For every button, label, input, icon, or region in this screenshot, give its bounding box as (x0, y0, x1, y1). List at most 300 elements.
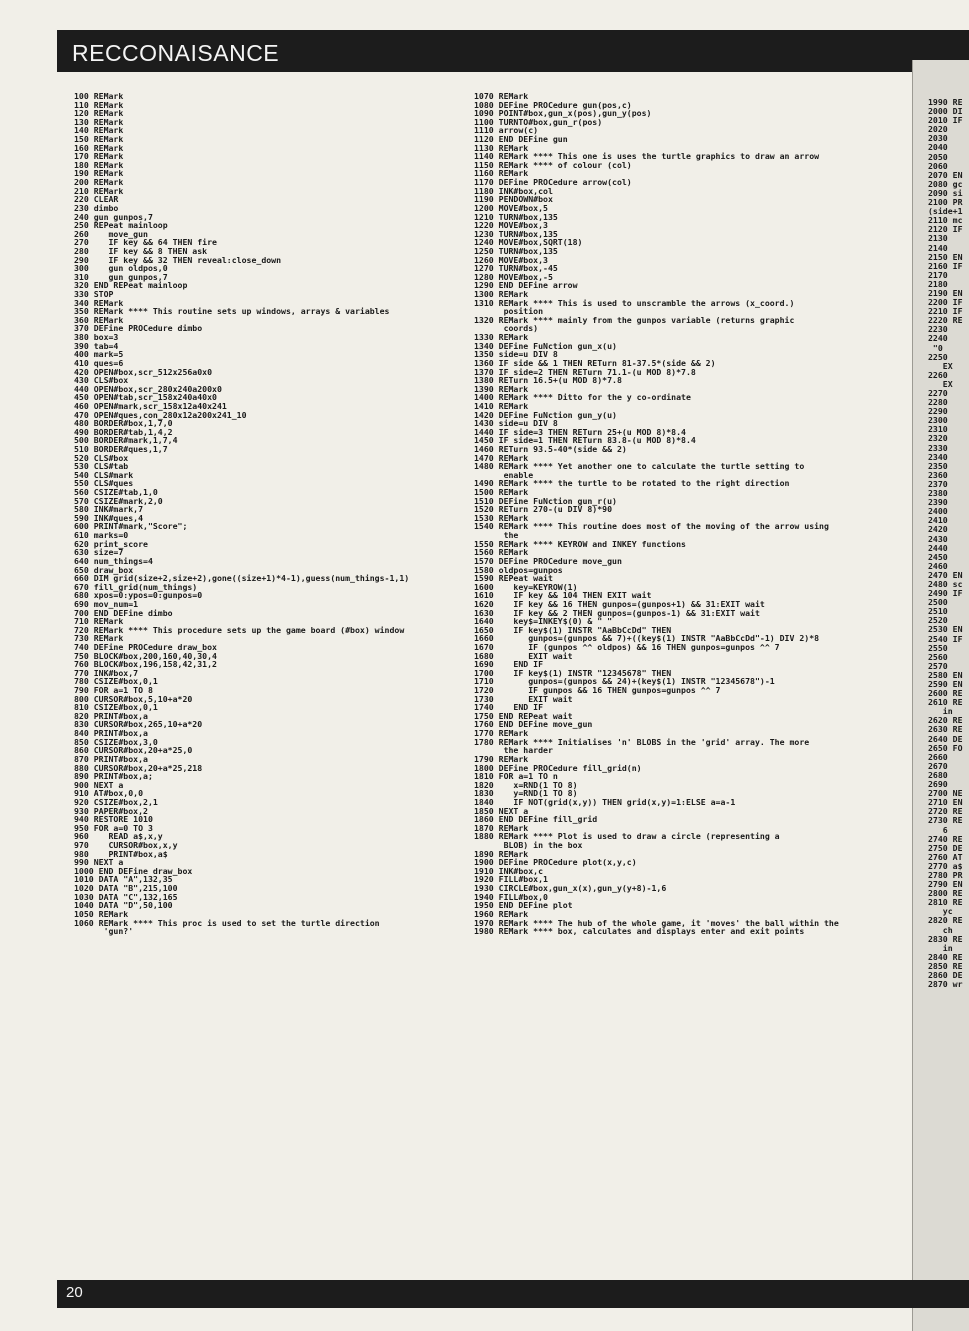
code-line: 1640 key$=INKEY$(0) & " " (474, 616, 613, 627)
code-line: 2180 (928, 278, 948, 289)
code-line: 130 REMark (74, 116, 124, 127)
code-line: 2410 (928, 515, 948, 526)
code-line: 250 REPeat mainloop (74, 220, 168, 231)
code-line: 2440 (928, 542, 948, 553)
code-line: 2770 a$ (928, 860, 963, 871)
code-line: 240 gun gunpos,7 (74, 211, 153, 222)
code-line: 2540 IF (928, 633, 963, 644)
code-line: 1860 END DEFine fill_grid (474, 814, 598, 825)
code-line: 2250 (928, 351, 948, 362)
code-line: 1400 REMark **** Ditto for the y co-ordinate (474, 392, 691, 403)
code-line: 1780 REMark **** Initialises 'n' BLOBS in the 'grid' array. The more (474, 736, 810, 747)
code-line: 1650 IF key$(1) INSTR "AaBbCcDd" THEN (474, 624, 672, 635)
code-line: 2280 (928, 397, 948, 408)
code-line: 1620 IF key && 16 THEN gunpos=(gunpos+1) && 31:EXIT wait (474, 598, 765, 609)
code-line: 1900 DEFine PROCedure plot(x,y,c) (474, 857, 637, 868)
code-line: 560 CSIZE#tab,1,0 (74, 487, 158, 498)
code-line: 2000 DI (928, 106, 963, 117)
code-line: 900 NEXT a (74, 779, 124, 790)
code-line: 2870 wr (928, 979, 963, 990)
code-line: 2490 IF (928, 588, 963, 599)
code-line: 2090 si (928, 187, 963, 198)
code-line: 2400 (928, 506, 948, 517)
code-line: 810 CSIZE#box,0,1 (74, 702, 158, 713)
code-line: 1930 CIRCLE#box,gun_x(x),gun_y(y+8)-1,6 (474, 883, 667, 894)
code-line: 2420 (928, 524, 948, 535)
code-line: 1990 RE (928, 98, 963, 107)
code-line: 1790 REMark (474, 753, 529, 764)
page-number: 20 (66, 1284, 83, 1301)
code-line: 360 REMark (74, 314, 124, 325)
code-line: 670 fill_grid(num_things) (74, 581, 198, 592)
code-line: 1870 REMark (474, 822, 529, 833)
code-line: 2800 RE (928, 888, 963, 899)
code-line: 1170 DEFine PROCedure arrow(col) (474, 177, 632, 188)
code-line: 1570 DEFine PROCedure move_gun (474, 555, 622, 566)
code-line: 380 box=3 (74, 332, 119, 343)
code-line: 2570 (928, 660, 948, 671)
code-line: in (928, 942, 953, 953)
code-line: 730 REMark (74, 633, 124, 644)
code-line: 1360 IF side && 1 THEN RETurn 81-37.5*(side && 2) (474, 357, 716, 368)
code-line: 1850 NEXT a (474, 805, 529, 816)
code-line: 880 CURSOR#box,20+a*25,218 (74, 762, 203, 773)
code-line: 2720 RE (928, 806, 963, 817)
code-line: 2630 RE (928, 724, 963, 735)
code-line: 770 INK#box,7 (74, 667, 139, 678)
code-line: 980 PRINT#box,a$ (74, 848, 168, 859)
code-line: 690 mov_num=1 (74, 598, 139, 609)
code-line: 2040 (928, 142, 948, 153)
code-line: 1370 IF side=2 THEN RETurn 71.1-(u MOD 8)*7.8 (474, 366, 696, 377)
code-line: 930 PAPER#box,2 (74, 805, 148, 816)
code-line: 470 OPEN#ques,con_280x12a200x241_10 (74, 409, 247, 420)
code-line: 1330 REMark (474, 332, 529, 343)
code-line: 2730 RE (928, 815, 963, 826)
code-line: 160 REMark (74, 142, 124, 153)
code-line: 1580 oldpos=gunpos (474, 564, 563, 575)
code-line: 1670 IF (gunpos ^^ oldpos) && 16 THEN gunpos=gunpos ^^ 7 (474, 642, 780, 652)
code-line: 1630 IF key && 2 THEN gunpos=(gunpos-1) && 31:EXIT wait (474, 607, 760, 618)
code-line: 1110 arrow(c) (474, 125, 539, 136)
code-line: 1340 DEFine FuNction gun_x(u) (474, 340, 617, 351)
code-line: 2210 IF (928, 306, 963, 317)
code-line: 1000 END DEFine draw_box (74, 865, 193, 876)
code-line: 1120 END DEFine gun (474, 134, 568, 145)
code-line: 1350 side=u DIV 8 (474, 349, 558, 360)
code-line: 2050 (928, 151, 948, 162)
code-line: 1060 REMark **** This proc is used to set the turtle direction (74, 917, 380, 928)
code-line: 2290 (928, 406, 948, 417)
code-line: 720 REMark **** This procedure sets up the game board (#box) window (74, 624, 405, 635)
code-line: 220 CLEAR (74, 194, 119, 205)
listing-column-facing-page (928, 98, 969, 989)
code-line: 1550 REMark **** KEYROW and INKEY functions (474, 538, 686, 549)
code-line: 2610 RE (928, 697, 963, 708)
code-line: 1480 REMark **** Yet another one to calculate the turtle setting to (474, 461, 805, 472)
code-line: 1190 PENDOWN#box (474, 194, 553, 205)
code-line: 190 REMark (74, 168, 124, 179)
code-line: 290 IF key && 32 THEN reveal:close_down (74, 254, 282, 265)
code-line: (side+1 (928, 206, 963, 217)
code-line: 2320 (928, 433, 948, 444)
code-line: 520 CLS#box (74, 452, 129, 463)
code-line: 2450 (928, 551, 948, 562)
code-line: 1970 REMark **** The hub of the whole game, it 'moves' the ball within the (474, 917, 839, 928)
code-line: 570 CSIZE#mark,2,0 (74, 495, 163, 506)
code-line: 750 BLOCK#box,200,160,40,30,4 (74, 650, 217, 661)
code-line: 150 REMark (74, 134, 124, 145)
code-line: 2820 RE (928, 915, 963, 926)
code-line: 1220 MOVE#box,3 (474, 220, 548, 231)
code-line: 210 REMark (74, 185, 124, 196)
code-line: 330 STOP (74, 289, 114, 300)
code-line: 950 FOR a=0 TO 3 (74, 822, 153, 833)
code-line: 280 IF key && 8 THEN ask (74, 245, 208, 256)
code-line: 1450 IF side=1 THEN RETurn 83.8-(u MOD 8)*8.4 (474, 435, 696, 446)
code-line: 120 REMark (74, 108, 124, 119)
code-line: 970 CURSOR#box,x,y (74, 840, 178, 851)
code-line: 530 CLS#tab (74, 461, 129, 472)
code-line: 580 INK#mark,7 (74, 504, 144, 515)
code-line: 2330 (928, 442, 948, 453)
code-line: 400 mark=5 (74, 349, 124, 360)
code-line: 990 NEXT a (74, 857, 124, 868)
code-line: 2520 (928, 615, 948, 626)
code-line: 230 dimbo (74, 202, 119, 213)
listing-column-right (474, 92, 914, 936)
code-line: 2230 (928, 324, 948, 335)
code-line: 1090 POINT#box,gun_x(pos),gun_y(pos) (474, 108, 652, 119)
code-line: 410 ques=6 (74, 357, 124, 368)
code-line: 2590 EN (928, 679, 963, 689)
code-line: 860 CURSOR#box,20+a*25,0 (74, 745, 193, 756)
code-line: 2510 (928, 606, 948, 617)
code-line: 1500 REMark (474, 487, 529, 498)
code-line: 2600 RE (928, 688, 963, 699)
code-line: 780 CSIZE#box,0,1 (74, 676, 158, 687)
code-line: 1390 REMark (474, 383, 529, 394)
code-line: 1750 END REPeat wait (474, 710, 573, 721)
code-line: 1260 MOVE#box,3 (474, 254, 548, 265)
code-line: 540 CLS#mark (74, 469, 134, 480)
code-line: 1600 key=KEYROW(1) (474, 581, 578, 592)
code-line: 200 REMark (74, 177, 124, 188)
code-line: 310 gun gunpos,7 (74, 271, 168, 282)
code-line: 550 CLS#ques (74, 478, 134, 489)
code-line: 1960 REMark (474, 908, 529, 919)
code-line: 2840 RE (928, 951, 963, 962)
code-line: 2150 EN (928, 251, 963, 262)
code-line: 2620 RE (928, 715, 963, 726)
code-line: 1840 IF NOT(grid(x,y)) THEN grid(x,y)=1:ELSE a=a-1 (474, 796, 736, 807)
code-line: 300 gun oldpos,0 (74, 263, 168, 274)
code-line: 1910 INK#box,c (474, 865, 544, 876)
code-line: 1460 RETurn 93.5-40*(side && 2) (474, 443, 627, 454)
code-line: 1660 gunpos=(gunpos && 7)+((key$(1) INSTR "AaBbCcDd"-1) DIV 2)*8 (474, 633, 820, 644)
code-line: in (928, 706, 953, 717)
code-line: 1820 x=RND(1 TO 8) (474, 779, 578, 790)
code-line: 1980 REMark **** box, calculates and displays enter and exit points (474, 926, 805, 936)
code-line: 1610 IF key && 104 THEN EXIT wait (474, 590, 652, 601)
code-line: 1800 DEFine PROCedure fill_grid(n) (474, 762, 642, 773)
code-line: 1310 REMark **** This is used to unscramble the arrows (x_coord.) (474, 297, 795, 308)
code-line: 1520 RETurn 270-(u DIV 8)*90 (474, 504, 613, 515)
code-line: 1290 END DEFine arrow (474, 280, 578, 291)
code-line: 2780 PR (928, 869, 963, 880)
code-line: 270 IF key && 64 THEN fire (74, 237, 217, 248)
code-line: 680 xpos=0:ypos=0:gunpos=0 (74, 590, 203, 601)
code-line: 2640 DE (928, 733, 963, 744)
code-line: 2220 RE (928, 315, 963, 326)
code-line: 6 (928, 824, 948, 835)
code-line: 390 tab=4 (74, 340, 119, 351)
code-line: 2110 mc (928, 215, 963, 226)
code-line: 1560 REMark (474, 547, 529, 558)
code-line: enable (474, 469, 534, 480)
code-line: 2470 EN (928, 569, 963, 580)
code-line: 1740 END IF (474, 702, 544, 713)
code-line: 2750 DE (928, 842, 963, 853)
code-line: 1730 EXIT wait (474, 693, 573, 704)
code-line: ch (928, 924, 953, 935)
code-line: 2300 (928, 415, 948, 426)
code-line: 2560 (928, 651, 948, 662)
code-line: 420 OPEN#box,scr_512x256a0x0 (74, 366, 213, 377)
code-line: 1540 REMark **** This routine does most of the moving of the arrow using (474, 521, 829, 532)
code-line: 1830 y=RND(1 TO 8) (474, 788, 578, 799)
code-line: 1940 FILL#box,0 (474, 891, 548, 902)
code-line: 1180 INK#box,col (474, 185, 553, 196)
code-line: 1130 REMark (474, 142, 529, 153)
code-line: 710 REMark (74, 616, 124, 627)
code-line: 2700 NE (928, 788, 963, 799)
code-line: 260 move_gun (74, 228, 148, 239)
code-line: 1890 REMark (474, 848, 529, 859)
code-line: 2190 EN (928, 287, 963, 298)
code-line: 1200 MOVE#box,5 (474, 202, 548, 213)
code-line: 910 AT#box,0,0 (74, 788, 144, 799)
code-line: EX (928, 360, 953, 371)
code-line: 620 print_score (74, 538, 148, 549)
code-line: coords) (474, 323, 539, 334)
code-line: 2790 EN (928, 879, 963, 890)
code-line: 2370 (928, 478, 948, 489)
code-line: 890 PRINT#box,a; (74, 771, 153, 782)
code-line: 2710 EN (928, 797, 963, 808)
code-line: 430 CLS#box (74, 375, 129, 386)
code-line: 1430 side=u DIV 8 (474, 418, 558, 429)
code-line: 1140 REMark **** This one is uses the turtle graphics to draw an arrow (474, 151, 820, 162)
code-line: 2100 PR (928, 197, 963, 208)
code-line: 800 CURSOR#box,5,10+a*20 (74, 693, 193, 704)
code-line: 350 REMark **** This routine sets up windows, arrays & variables (74, 306, 390, 317)
code-line: 2080 gc (928, 178, 963, 189)
footer-band (57, 1280, 969, 1308)
code-line: 2360 (928, 469, 948, 480)
code-line: 2030 (928, 133, 948, 144)
code-line: 2020 (928, 124, 948, 135)
code-line: 940 RESTORE 1010 (74, 814, 153, 825)
code-line: 2830 RE (928, 933, 963, 944)
code-line: 1760 END DEFine move_gun (474, 719, 593, 730)
code-line: 1490 REMark **** the turtle to be rotated to the right direction (474, 478, 790, 489)
code-line: 700 END DEFine dimbo (74, 607, 173, 618)
code-line: 600 PRINT#mark,"Score"; (74, 521, 188, 532)
code-line: 2390 (928, 497, 948, 508)
code-line: 2740 RE (928, 833, 963, 844)
code-line: 760 BLOCK#box,196,158,42,31,2 (74, 659, 217, 670)
code-line: 1530 REMark (474, 512, 529, 523)
code-line: 2650 FO (928, 742, 963, 753)
code-line: 1420 DEFine FuNction gun_y(u) (474, 409, 617, 420)
code-line: 740 DEFine PROCedure draw_box (74, 642, 217, 652)
code-line: 2130 (928, 233, 948, 244)
code-line: 1030 DATA "C",132,165 (74, 891, 178, 902)
code-line: 2550 (928, 642, 948, 653)
code-line: 2200 IF (928, 297, 963, 308)
code-line: 610 marks=0 (74, 530, 129, 541)
code-line: BLOB) in the box (474, 840, 583, 851)
code-line: 1510 DEFine FuNction gun_r(u) (474, 495, 617, 506)
page-title: RECCONAISANCE (72, 40, 280, 66)
code-line: 2270 (928, 388, 948, 398)
code-line: 1160 REMark (474, 168, 529, 179)
code-line: 1920 FILL#box,1 (474, 874, 548, 885)
code-line: yc (928, 906, 953, 917)
code-line: 850 CSIZE#box,3,0 (74, 736, 158, 747)
code-line: 1240 MOVE#box,SQRT(18) (474, 237, 583, 248)
code-line: 2660 (928, 751, 948, 762)
code-line: position (474, 306, 544, 317)
code-line: 1380 RETurn 16.5+(u MOD 8)*7.8 (474, 375, 622, 386)
code-line: 2850 RE (928, 960, 963, 971)
code-line: 1470 REMark (474, 452, 529, 463)
code-line: 2010 IF (928, 115, 963, 126)
code-line: 'gun?' (74, 926, 134, 936)
code-line: 960 READ a$,x,y (74, 831, 163, 842)
code-line: 2500 (928, 597, 948, 608)
listing-column-left (74, 92, 454, 936)
code-line: 340 REMark (74, 297, 124, 308)
code-line: 110 REMark (74, 99, 124, 110)
code-line: 2530 EN (928, 624, 963, 635)
code-line: 1320 REMark **** mainly from the gunpos variable (returns graphic (474, 314, 795, 325)
code-line: 2430 (928, 533, 948, 544)
code-line: 660 DIM grid(size+2,size+2),gone((size+1)*4-1),guess(num_things-1,1) (74, 573, 410, 584)
code-line: 2680 (928, 769, 948, 780)
code-line: 2690 (928, 779, 948, 790)
code-line: 920 CSIZE#box,2,1 (74, 796, 158, 807)
code-line: 2240 (928, 333, 948, 344)
code-line: 460 OPEN#mark,scr_158x12a40x241 (74, 400, 227, 411)
code-line: 1300 REMark (474, 289, 529, 300)
code-line: 1880 REMark **** Plot is used to draw a circle (representing a (474, 831, 780, 842)
code-line: 1210 TURN#box,135 (474, 211, 558, 222)
code-line: 2260 (928, 369, 948, 380)
code-line: 1810 FOR a=1 TO n (474, 771, 558, 782)
code-line: the harder (474, 745, 553, 756)
code-line: 1150 REMark **** of colour (col) (474, 159, 632, 170)
code-line: 2760 AT (928, 851, 963, 862)
code-line: 630 size=7 (74, 547, 124, 558)
code-line: 840 PRINT#box,a (74, 728, 148, 739)
code-line: EX (928, 378, 953, 389)
code-line: 2860 DE (928, 970, 963, 980)
code-line: 1270 TURN#box,-45 (474, 263, 558, 274)
code-line: 2670 (928, 760, 948, 771)
code-line: 2580 EN (928, 669, 963, 680)
code-line: 1770 REMark (474, 728, 529, 739)
code-line: 2120 IF (928, 224, 963, 235)
code-line: 510 BORDER#ques,1,7 (74, 443, 168, 454)
code-line: 1700 IF key$(1) INSTR "12345678" THEN (474, 667, 672, 678)
code-line: 1680 EXIT wait (474, 650, 573, 661)
code-line: 1690 END IF (474, 659, 544, 670)
code-line: 640 num_things=4 (74, 555, 153, 566)
code-line: 2060 (928, 160, 948, 171)
code-line: 500 BORDER#mark,1,7,4 (74, 435, 178, 446)
code-line: 1280 MOVE#box,-5 (474, 271, 553, 282)
code-line: 1050 REMark (74, 908, 129, 919)
code-line: 1100 TURNTO#box,gun_r(pos) (474, 116, 603, 127)
code-line: 2480 sc (928, 578, 963, 589)
code-line: 2460 (928, 560, 948, 571)
code-line: 1070 REMark (474, 92, 529, 101)
code-line: 1710 gunpos=(gunpos && 24)+(key$(1) INSTR "12345678")-1 (474, 676, 775, 687)
code-line: 1440 IF side=3 THEN RETurn 25+(u MOD 8)*8.4 (474, 426, 686, 437)
code-line: 590 INK#ques,4 (74, 512, 144, 523)
code-line: 440 OPEN#box,scr_280x240a200x0 (74, 383, 222, 394)
code-line: 1410 REMark (474, 400, 529, 411)
code-line: 1040 DATA "D",50,100 (74, 900, 173, 911)
code-line: 2350 (928, 460, 948, 471)
code-line: 2380 (928, 488, 948, 499)
code-line: 1590 REPeat wait (474, 573, 553, 584)
code-line: 2160 IF (928, 260, 963, 271)
code-line: 2170 (928, 269, 948, 280)
code-line: 1250 TURN#box,135 (474, 245, 558, 256)
code-line: 100 REMark (74, 92, 124, 101)
code-line: "0 (928, 342, 943, 353)
code-line: 2140 (928, 242, 948, 253)
code-line: 2340 (928, 451, 948, 462)
code-line: 820 PRINT#box,a (74, 710, 148, 721)
code-line: 480 BORDER#box,1,7,0 (74, 418, 173, 429)
code-line: 790 FOR a=1 TO 8 (74, 685, 153, 696)
code-line: 2810 RE (928, 897, 963, 908)
code-line: 490 BORDER#tab,1,4,2 (74, 426, 173, 437)
code-line: 1010 DATA "A",132,35 (74, 874, 173, 885)
code-line: 1720 IF gunpos && 16 THEN gunpos=gunpos ^^ 7 (474, 685, 721, 696)
code-line: 650 draw_box (74, 564, 134, 575)
code-line: 1950 END DEFine plot (474, 900, 573, 911)
code-line: 2310 (928, 424, 948, 435)
code-line: the (474, 530, 519, 541)
code-line: 1230 TURN#box,135 (474, 228, 558, 239)
code-line: 1020 DATA "B",215,100 (74, 883, 178, 894)
code-line: 170 REMark (74, 151, 124, 162)
code-line: 370 DEFine PROCedure dimbo (74, 323, 203, 334)
code-line: 140 REMark (74, 125, 124, 136)
code-line: 830 CURSOR#box,265,10+a*20 (74, 719, 203, 730)
code-line: 320 END REPeat mainloop (74, 280, 188, 291)
code-line: 1080 DEFine PROCedure gun(pos,c) (474, 99, 632, 110)
code-line: 180 REMark (74, 159, 124, 170)
code-line: 2070 EN (928, 169, 963, 180)
code-line: 450 OPEN#tab,scr_158x240a40x0 (74, 392, 217, 403)
code-line: 870 PRINT#box,a (74, 753, 148, 764)
